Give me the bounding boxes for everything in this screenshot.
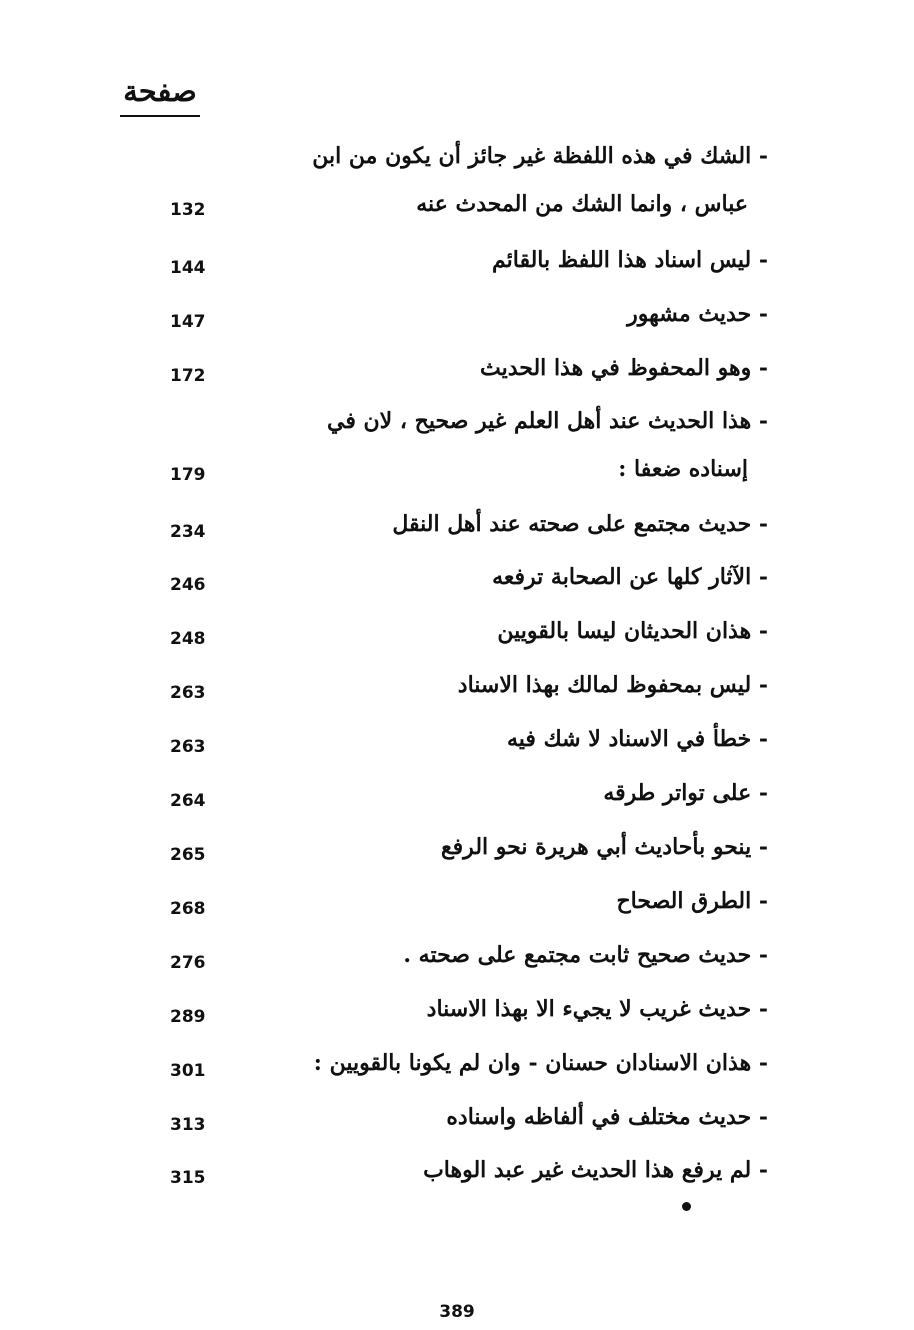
entry-text: - الآثار كلها عن الصحابة ترفعه — [492, 564, 768, 590]
ink-dot — [682, 1202, 691, 1211]
entry-text: - ليس بمحفوظ لمالك بهذا الاسناد — [457, 672, 768, 698]
entry-text: - الشك في هذه اللفظة غير جائز أن يكون من ابن — [312, 143, 768, 169]
entry-page-number: 147 — [170, 312, 206, 332]
entry-text: - الطرق الصحاح — [616, 888, 768, 914]
footer-page-number: 389 — [439, 1302, 475, 1322]
entry-page-number: 172 — [170, 366, 206, 386]
page-column-header: صفحة — [123, 74, 197, 108]
entry-page-number: 264 — [170, 791, 206, 811]
entry-page-number: 301 — [170, 1061, 206, 1081]
entry-text: - حديث مشهور — [627, 301, 768, 327]
entry-page-number: 276 — [170, 953, 206, 973]
entry-page-number: 132 — [170, 200, 206, 220]
header-underline — [120, 115, 200, 117]
entry-page-number: 268 — [170, 899, 206, 919]
entry-page-number: 263 — [170, 683, 206, 703]
entry-text: - هذان الحديثان ليسا بالقويين — [497, 618, 768, 644]
entry-page-number: 315 — [170, 1168, 206, 1188]
entry-page-number: 144 — [170, 258, 206, 278]
entry-page-number: 179 — [170, 465, 206, 485]
entry-text: - حديث مجتمع على صحته عند أهل النقل — [392, 511, 768, 537]
entry-text: - وهو المحفوظ في هذا الحديث — [480, 355, 768, 381]
entry-text: - خطأ في الاسناد لا شك فيه — [507, 726, 768, 752]
entry-text: - حديث صحيح ثابت مجتمع على صحته . — [403, 942, 768, 968]
entry-page-number: 313 — [170, 1115, 206, 1135]
entry-text: - ليس اسناد هذا اللفظ بالقائم — [492, 247, 768, 273]
entry-page-number: 263 — [170, 737, 206, 757]
entry-page-number: 289 — [170, 1007, 206, 1027]
entry-text-continuation: عباس ، وانما الشك من المحدث عنه — [416, 191, 748, 217]
entry-text: - هذان الاسنادان حسنان - وان لم يكونا بالقويين : — [313, 1050, 768, 1076]
entry-text: - هذا الحديث عند أهل العلم غير صحيح ، لان في — [327, 408, 768, 434]
entry-page-number: 248 — [170, 629, 206, 649]
entry-page-number: 265 — [170, 845, 206, 865]
entry-text: - على تواتر طرقه — [603, 780, 768, 806]
entry-text: - حديث غريب لا يجيء الا بهذا الاسناد — [426, 996, 768, 1022]
entry-page-number: 246 — [170, 575, 206, 595]
entry-page-number: 234 — [170, 522, 206, 542]
entry-text: - حديث مختلف في ألفاظه واسناده — [446, 1104, 768, 1130]
entry-text-continuation: إسناده ضعفا : — [618, 456, 748, 482]
entry-text: - ينحو بأحاديث أبي هريرة نحو الرفع — [440, 834, 768, 860]
entry-text: - لم يرفع هذا الحديث غير عبد الوهاب — [423, 1157, 768, 1183]
